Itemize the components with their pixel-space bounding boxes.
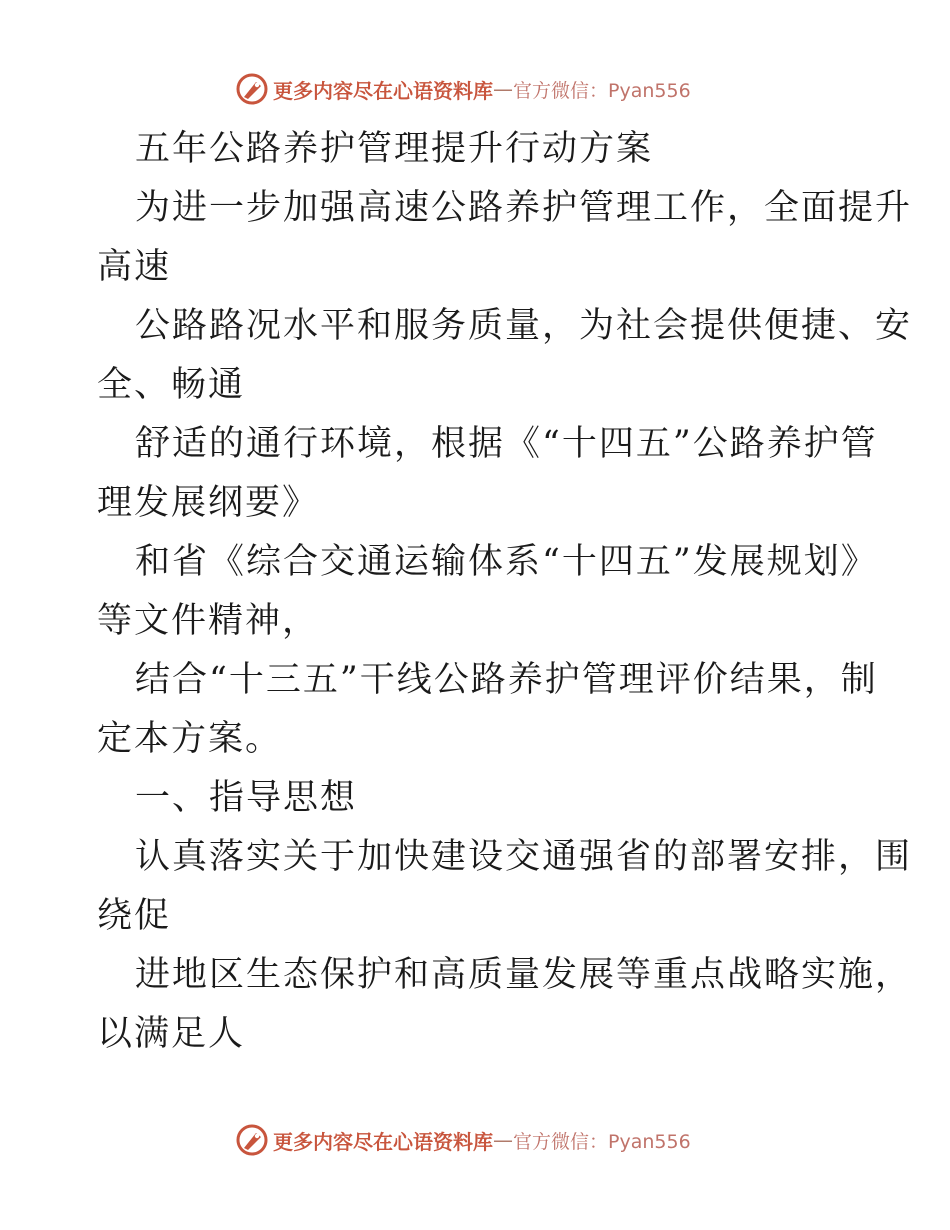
paragraph-line: 理发展纲要》	[97, 483, 320, 523]
document-body	[97, 120, 913, 1064]
paragraph-line: 公路路况水平和服务质量，为社会提供便捷、安	[135, 306, 913, 346]
watermark-separator: —	[493, 1128, 513, 1152]
paragraph-line: 全、畅通	[97, 365, 246, 405]
paragraph-line: 为进一步加强高速公路养护管理工作，全面提升	[135, 188, 913, 228]
watermark-main-text: 更多内容尽在心语资料库	[273, 1129, 493, 1154]
paragraph-line: 等文件精神，	[97, 601, 320, 641]
paragraph-line: 舒适的通行环境，根据《“十四五”公路养护管	[135, 424, 878, 464]
header-watermark	[235, 72, 691, 106]
document-title: 五年公路养护管理提升行动方案	[135, 129, 654, 169]
paragraph-line: 认真落实关于加快建设交通强省的部署安排，围	[135, 837, 913, 877]
watermark-wechat-text: 官方微信：Pyan556	[513, 1130, 691, 1153]
paragraph-line: 绕促	[97, 896, 172, 936]
paragraph-line: 进地区生态保护和高质量发展等重点战略实施，	[135, 955, 913, 995]
footer-watermark	[235, 1123, 691, 1157]
watermark-wechat-text: 官方微信：Pyan556	[513, 79, 691, 102]
pen-nib-logo-icon	[235, 72, 269, 106]
paragraph-line: 高速	[97, 247, 172, 287]
paragraph-line: 以满足人	[97, 1014, 246, 1054]
pen-nib-logo-icon	[235, 1123, 269, 1157]
section-heading: 一、指导思想	[135, 778, 358, 818]
watermark-separator: —	[493, 77, 513, 101]
watermark-main-text: 更多内容尽在心语资料库	[273, 78, 493, 103]
paragraph-line: 定本方案。	[97, 719, 283, 759]
paragraph-line: 结合“十三五”干线公路养护管理评价结果，制	[135, 660, 878, 700]
paragraph-line: 和省《综合交通运输体系“十四五”发展规划》	[135, 542, 878, 582]
